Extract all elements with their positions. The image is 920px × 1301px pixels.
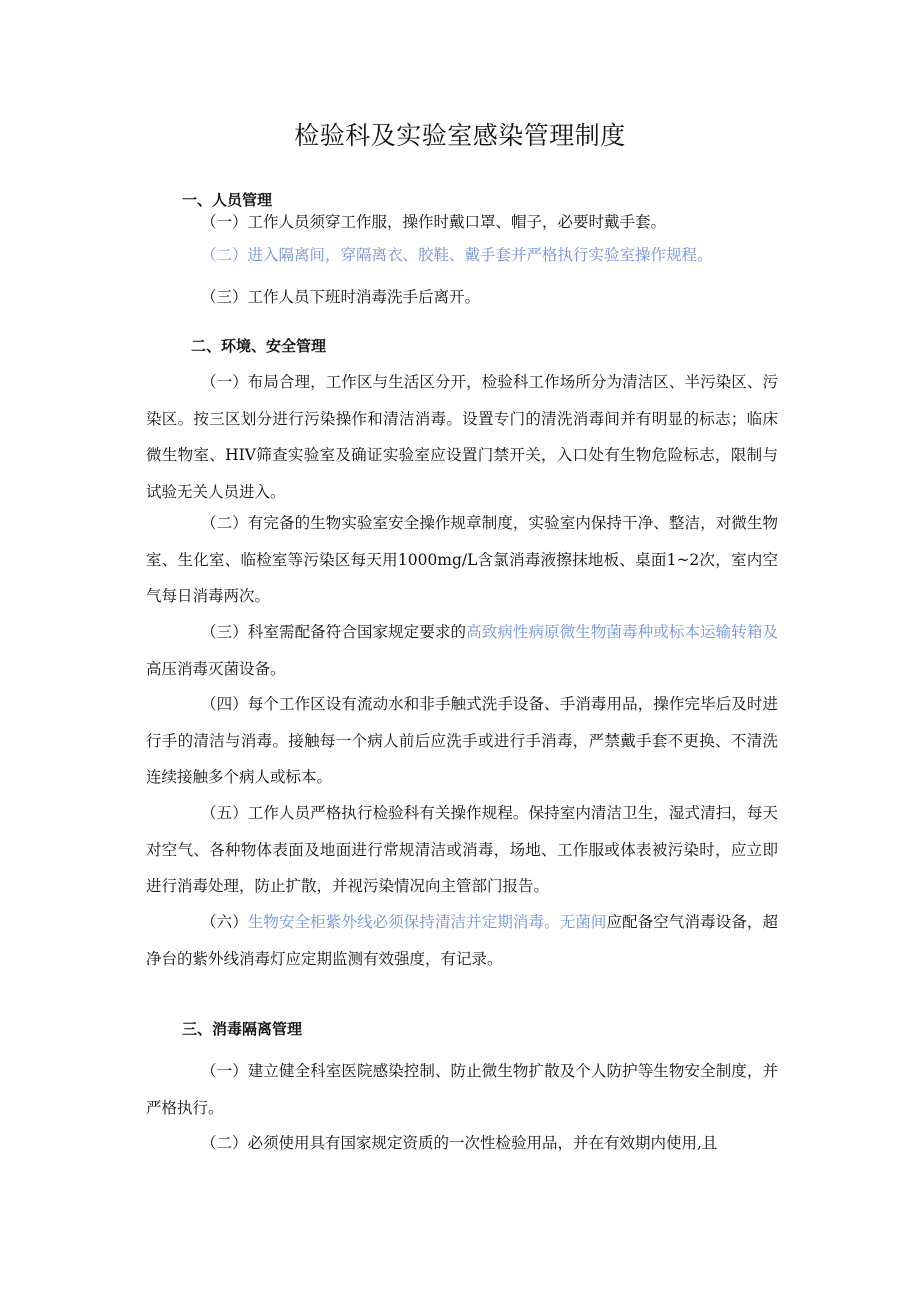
- environment-paragraph-2: （二）有完备的生物实验室安全操作规章制度，实验室内保持干净、整洁，对微生物室、生化室、临检室等污染区每天用1000mg/L含氯消毒液擦抹地板、桌面1~2次，室内空气每日消毒两次。: [146, 514, 778, 605]
- section-heading-environment: 二、环境、安全管理: [191, 337, 327, 355]
- personnel-item-2: （二）进入隔离间，穿隔离衣、胶鞋、戴手套并严格执行实验室操作规程。: [201, 246, 713, 264]
- disinfection-paragraph-1: （一）建立健全科室医院感染控制、防止微生物扩散及个人防护等生物安全制度，并严格执行。: [146, 1062, 778, 1117]
- environment-paragraph-6: [146, 904, 778, 977]
- environment-paragraph-6-prefix: （六）: [201, 913, 248, 931]
- environment-paragraph-5: （五）工作人员严格执行检验科有关操作规程。保持室内清洁卫生，湿式清扫，每天对空气、各种物体表面及地面进行常规清洁或消毒，场地、工作服或体表被污染时，应立即进行消毒处理，防止扩散，并视污染情况向主管部门报告。: [146, 804, 778, 895]
- environment-paragraph-3: [146, 614, 778, 687]
- section-heading-disinfection: 三、消毒隔离管理: [182, 1020, 303, 1038]
- environment-paragraph-3-tail: 高压消毒灭菌设备。: [146, 659, 286, 678]
- document-title: 检验科及实验室感染管理制度: [294, 121, 626, 150]
- personnel-item-1: （一）工作人员须穿工作服，操作时戴口罩、帽子，必要时戴手套。: [201, 213, 667, 231]
- environment-paragraph-3-highlight: 高致病性病原微生物菌毒种或标本运输转箱及: [466, 623, 778, 641]
- environment-paragraph-6-tail: 应配备空气消毒设备，超净台的紫外线消毒灯应定期监测有效强度，有记录。: [146, 913, 778, 968]
- environment-paragraph-4: （四）每个工作区设有流动水和非手触式洗手设备、手消毒用品，操作完毕后及时进行手的清洁与消毒。接触每一个病人前后应洗手或进行手消毒，严禁戴手套不更换、不清洗连续接触多个病人或标本。: [146, 695, 778, 786]
- environment-paragraph-6-highlight: 生物安全柜紫外线必须保持清洁并定期消毒。无菌间: [247, 913, 607, 931]
- personnel-item-3: （三）工作人员下班时消毒洗手后离开。: [201, 288, 481, 306]
- environment-paragraph-1: （一）布局合理，工作区与生活区分开，检验科工作场所分为清洁区、半污染区、污染区。按三区划分进行污染操作和清洁消毒。设置专门的清洗消毒间并有明显的标志；临床微生物室、HIV筛查实验室及确证实验室应设置门禁开关，入口处有生物危险标志，限制与试验无关人员进入。: [146, 373, 778, 501]
- environment-paragraph-3-text: （三）科室需配备符合国家规定要求的: [201, 623, 467, 641]
- section-heading-personnel: 一、人员管理: [182, 191, 273, 209]
- disinfection-paragraph-2: （二）必须使用具有国家规定资质的一次性检验用品，并在有效期内使用,且: [201, 1134, 718, 1152]
